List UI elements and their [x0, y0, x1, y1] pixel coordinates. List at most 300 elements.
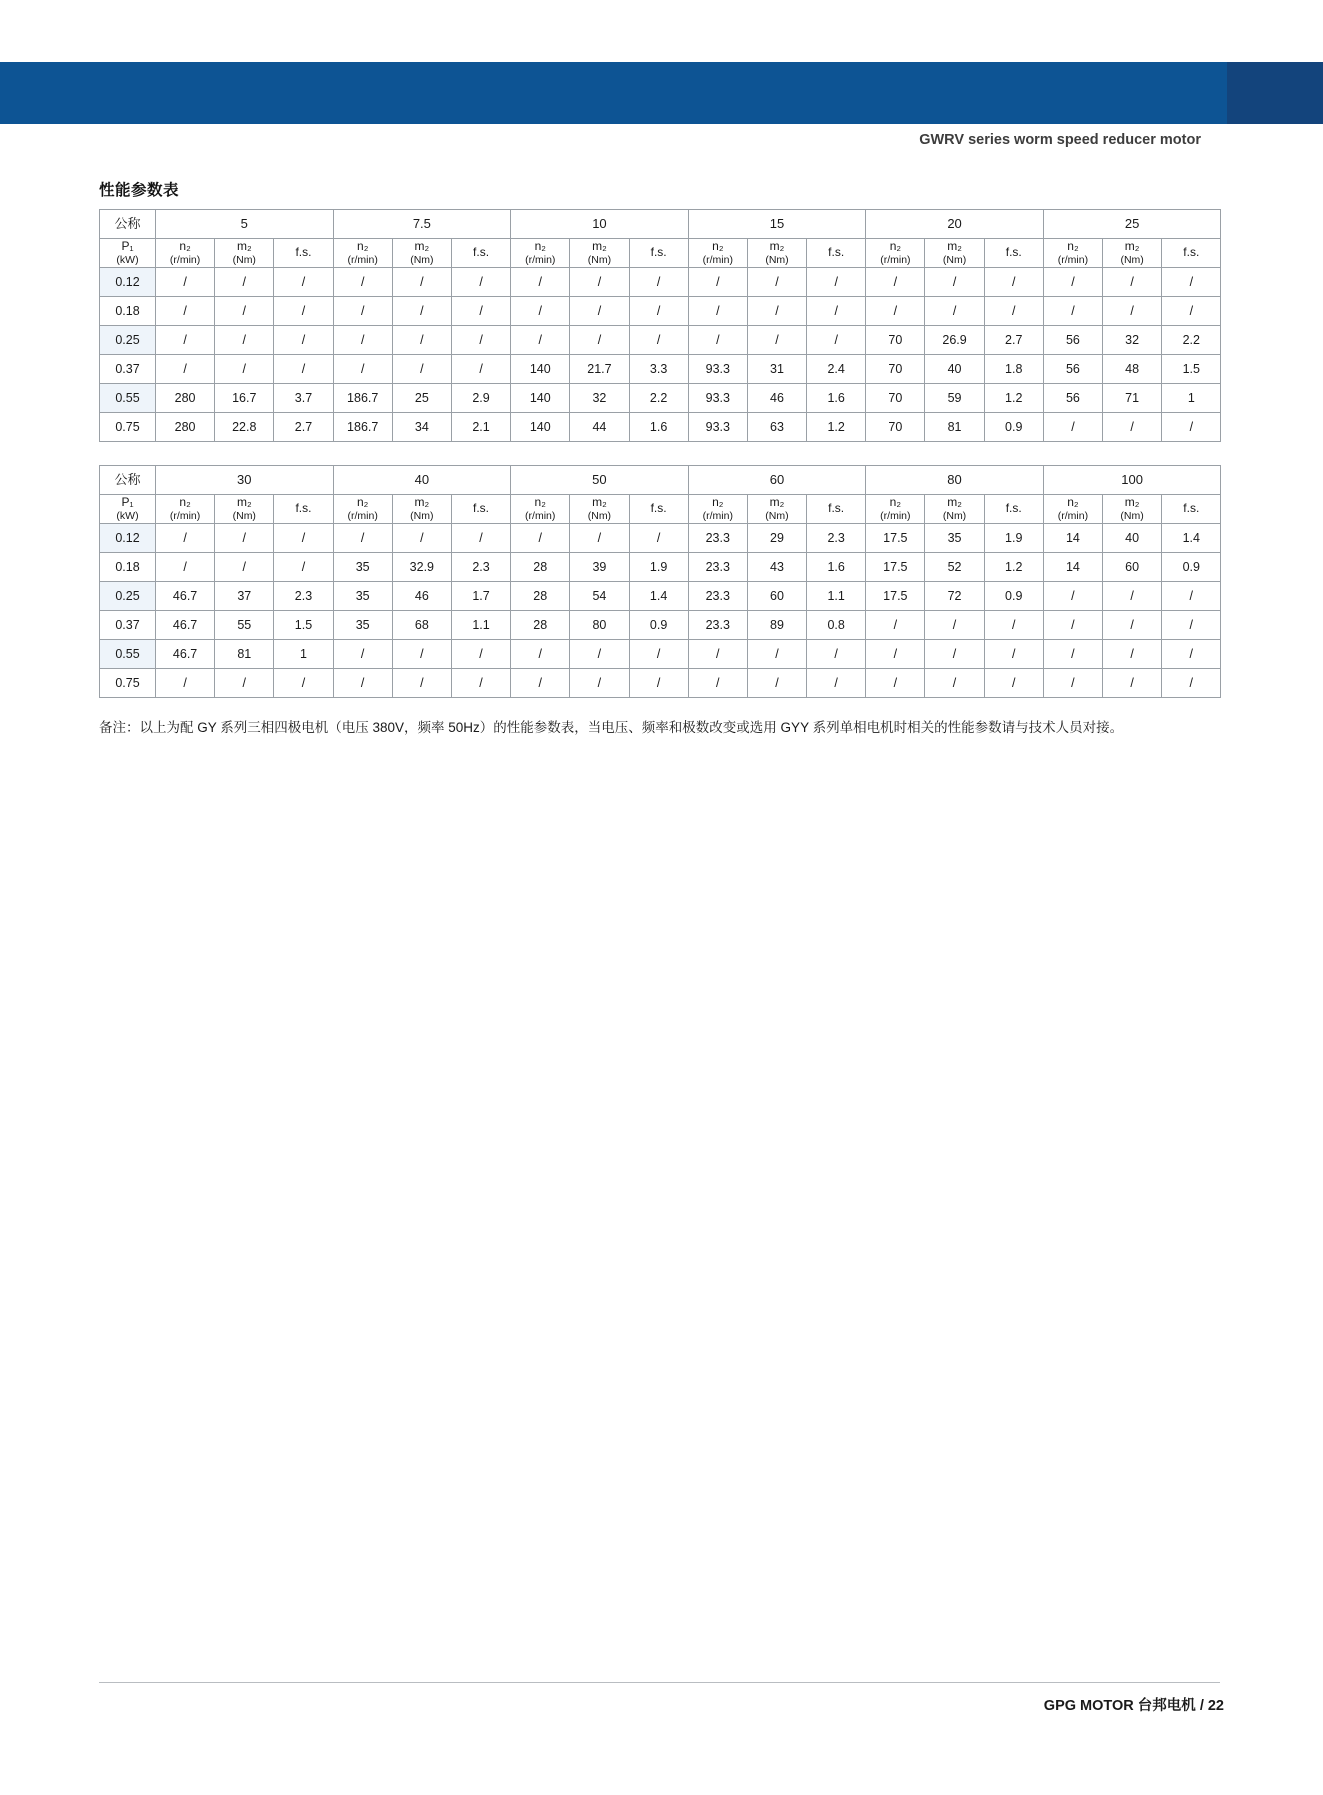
row-p1-value: 0.55	[100, 640, 156, 669]
data-cell: /	[747, 268, 806, 297]
data-cell: /	[629, 640, 688, 669]
data-cell: 28	[511, 611, 570, 640]
data-cell: /	[274, 669, 333, 698]
data-cell: /	[807, 297, 866, 326]
fs-header: f.s.	[274, 239, 333, 268]
data-cell: /	[866, 297, 925, 326]
fs-header: f.s.	[451, 495, 510, 524]
data-cell: /	[1043, 413, 1102, 442]
data-cell: /	[925, 297, 984, 326]
data-cell: /	[866, 268, 925, 297]
data-cell: /	[274, 355, 333, 384]
section-title: 性能参数表	[99, 182, 180, 199]
nominal-group-60: 60	[688, 466, 866, 495]
data-cell: 35	[333, 582, 392, 611]
data-cell: /	[451, 268, 510, 297]
row-p1-value: 0.25	[100, 582, 156, 611]
data-cell: 1	[1162, 384, 1221, 413]
data-cell: 280	[156, 384, 215, 413]
data-cell: /	[392, 524, 451, 553]
data-cell: 0.9	[984, 582, 1043, 611]
table-row	[100, 268, 1221, 297]
data-cell: /	[1043, 582, 1102, 611]
table-header-nominal-row	[100, 210, 1221, 239]
row-p1-value: 0.18	[100, 297, 156, 326]
n2-header: n₂ (r/min)	[333, 495, 392, 524]
fs-header: f.s.	[984, 239, 1043, 268]
data-cell: 1.9	[984, 524, 1043, 553]
table-header-nominal-row	[100, 466, 1221, 495]
data-cell: 56	[1043, 355, 1102, 384]
data-cell: /	[274, 524, 333, 553]
p1-header: P₁ (kW)	[100, 239, 156, 268]
n2-header: n₂ (r/min)	[1043, 495, 1102, 524]
data-cell: /	[1103, 669, 1162, 698]
data-cell: /	[1103, 268, 1162, 297]
data-cell: /	[866, 640, 925, 669]
data-cell: 44	[570, 413, 629, 442]
data-cell: /	[511, 669, 570, 698]
data-cell: 21.7	[570, 355, 629, 384]
fs-header: f.s.	[629, 239, 688, 268]
data-cell: 39	[570, 553, 629, 582]
nominal-group-5: 5	[156, 210, 334, 239]
nominal-group-80: 80	[866, 466, 1044, 495]
data-cell: /	[392, 669, 451, 698]
data-cell: /	[1043, 268, 1102, 297]
n2-header: n₂ (r/min)	[511, 239, 570, 268]
data-cell: /	[984, 640, 1043, 669]
row-p1-value: 0.75	[100, 669, 156, 698]
data-cell: 22.8	[215, 413, 274, 442]
m2-header: m₂ (Nm)	[570, 239, 629, 268]
data-cell: /	[215, 326, 274, 355]
n2-header: n₂ (r/min)	[688, 495, 747, 524]
data-cell: /	[629, 268, 688, 297]
data-cell: 55	[215, 611, 274, 640]
data-cell: /	[1162, 640, 1221, 669]
m2-header: m₂ (Nm)	[747, 495, 806, 524]
data-cell: 40	[925, 355, 984, 384]
data-cell: /	[629, 524, 688, 553]
data-cell: 60	[747, 582, 806, 611]
data-cell: 46	[747, 384, 806, 413]
data-cell: /	[511, 326, 570, 355]
data-cell: /	[747, 640, 806, 669]
m2-header: m₂ (Nm)	[747, 239, 806, 268]
fs-header: f.s.	[1162, 495, 1221, 524]
data-cell: 1.4	[1162, 524, 1221, 553]
data-cell: 1.2	[984, 384, 1043, 413]
data-cell: 43	[747, 553, 806, 582]
data-cell: 1.7	[451, 582, 510, 611]
data-cell: /	[688, 669, 747, 698]
data-cell: /	[629, 669, 688, 698]
data-cell: /	[215, 355, 274, 384]
fs-header: f.s.	[1162, 239, 1221, 268]
data-cell: /	[747, 297, 806, 326]
data-cell: 60	[1103, 553, 1162, 582]
nominal-group-50: 50	[511, 466, 689, 495]
table-note: 备注：以上为配 GY 系列三相四极电机（电压 380V，频率 50Hz）的性能参数表，当电压、频率和极数改变或选用 GYY 系列单相电机时相关的性能参数请与技术人员对接。	[99, 720, 1124, 735]
data-cell: 89	[747, 611, 806, 640]
data-cell: 34	[392, 413, 451, 442]
data-cell: 2.1	[451, 413, 510, 442]
data-cell: /	[984, 268, 1043, 297]
data-cell: /	[156, 524, 215, 553]
data-cell: 1.6	[807, 553, 866, 582]
footer-divider	[99, 1682, 1220, 1683]
data-cell: /	[807, 669, 866, 698]
data-cell: 1.2	[807, 413, 866, 442]
n2-header: n₂ (r/min)	[156, 495, 215, 524]
data-cell: 71	[1103, 384, 1162, 413]
table-row	[100, 384, 1221, 413]
data-cell: /	[274, 553, 333, 582]
nominal-group-30: 30	[156, 466, 334, 495]
data-cell: /	[392, 355, 451, 384]
data-cell: 35	[333, 553, 392, 582]
data-cell: /	[807, 268, 866, 297]
data-cell: 54	[570, 582, 629, 611]
data-cell: 81	[925, 413, 984, 442]
n2-header: n₂ (r/min)	[333, 239, 392, 268]
data-cell: /	[1103, 582, 1162, 611]
data-cell: 37	[215, 582, 274, 611]
data-cell: /	[451, 640, 510, 669]
m2-header: m₂ (Nm)	[570, 495, 629, 524]
data-cell: /	[156, 355, 215, 384]
data-cell: /	[451, 326, 510, 355]
data-cell: 1.1	[807, 582, 866, 611]
footer-text: GPG MOTOR 台邦电机 / 22	[1043, 1698, 1224, 1714]
data-cell: 1.2	[984, 553, 1043, 582]
data-cell: /	[570, 669, 629, 698]
row-p1-value: 0.12	[100, 524, 156, 553]
data-cell: 0.9	[1162, 553, 1221, 582]
performance-table-2	[99, 465, 1221, 698]
data-cell: /	[1103, 297, 1162, 326]
data-cell: /	[1103, 611, 1162, 640]
data-cell: 0.9	[629, 611, 688, 640]
data-cell: /	[925, 669, 984, 698]
data-cell: 68	[392, 611, 451, 640]
data-cell: /	[807, 326, 866, 355]
data-cell: /	[156, 268, 215, 297]
table-row	[100, 524, 1221, 553]
data-cell: /	[1103, 413, 1162, 442]
data-cell: /	[274, 268, 333, 297]
data-cell: /	[688, 268, 747, 297]
data-cell: 31	[747, 355, 806, 384]
table-row	[100, 611, 1221, 640]
data-cell: 70	[866, 384, 925, 413]
data-cell: /	[984, 611, 1043, 640]
fs-header: f.s.	[451, 239, 510, 268]
data-cell: 17.5	[866, 524, 925, 553]
data-cell: /	[511, 297, 570, 326]
n2-header: n₂ (r/min)	[511, 495, 570, 524]
data-cell: /	[570, 297, 629, 326]
performance-table-1-wrapper	[99, 209, 1220, 442]
data-cell: /	[629, 297, 688, 326]
data-cell: 93.3	[688, 384, 747, 413]
data-cell: /	[333, 355, 392, 384]
data-cell: 1.6	[807, 384, 866, 413]
row-p1-value: 0.37	[100, 611, 156, 640]
data-cell: 1.1	[451, 611, 510, 640]
data-cell: 1	[274, 640, 333, 669]
table-row	[100, 297, 1221, 326]
data-cell: /	[1043, 297, 1102, 326]
data-cell: 48	[1103, 355, 1162, 384]
data-cell: /	[156, 326, 215, 355]
row-p1-value: 0.25	[100, 326, 156, 355]
data-cell: /	[747, 326, 806, 355]
data-cell: /	[333, 297, 392, 326]
m2-header: m₂ (Nm)	[925, 495, 984, 524]
data-cell: 32.9	[392, 553, 451, 582]
m2-header: m₂ (Nm)	[1103, 239, 1162, 268]
data-cell: /	[1043, 640, 1102, 669]
nominal-label: 公称	[100, 210, 156, 239]
fs-header: f.s.	[274, 495, 333, 524]
data-cell: 32	[570, 384, 629, 413]
data-cell: /	[392, 297, 451, 326]
data-cell: 2.3	[807, 524, 866, 553]
data-cell: /	[156, 297, 215, 326]
table-row	[100, 413, 1221, 442]
data-cell: 28	[511, 553, 570, 582]
table-row	[100, 553, 1221, 582]
data-cell: 52	[925, 553, 984, 582]
data-cell: /	[866, 669, 925, 698]
data-cell: /	[925, 268, 984, 297]
data-cell: /	[570, 326, 629, 355]
data-cell: /	[511, 640, 570, 669]
data-cell: 1.5	[274, 611, 333, 640]
data-cell: 1.4	[629, 582, 688, 611]
data-cell: 46.7	[156, 582, 215, 611]
data-cell: 46.7	[156, 640, 215, 669]
data-cell: /	[392, 326, 451, 355]
n2-header: n₂ (r/min)	[1043, 239, 1102, 268]
nominal-group-100: 100	[1043, 466, 1221, 495]
data-cell: /	[984, 297, 1043, 326]
data-cell: /	[215, 297, 274, 326]
data-cell: /	[215, 669, 274, 698]
row-p1-value: 0.12	[100, 268, 156, 297]
data-cell: /	[333, 669, 392, 698]
data-cell: 14	[1043, 524, 1102, 553]
data-cell: 2.3	[274, 582, 333, 611]
data-cell: 56	[1043, 384, 1102, 413]
data-cell: 70	[866, 355, 925, 384]
table-header-units-row	[100, 495, 1221, 524]
data-cell: 2.9	[451, 384, 510, 413]
data-cell: 3.3	[629, 355, 688, 384]
data-cell: /	[1162, 669, 1221, 698]
m2-header: m₂ (Nm)	[925, 239, 984, 268]
data-cell: 40	[1103, 524, 1162, 553]
data-cell: 72	[925, 582, 984, 611]
row-p1-value: 0.18	[100, 553, 156, 582]
table-row	[100, 669, 1221, 698]
data-cell: /	[156, 553, 215, 582]
performance-table-2-wrapper	[99, 465, 1220, 698]
data-cell: 26.9	[925, 326, 984, 355]
data-cell: /	[629, 326, 688, 355]
data-cell: 35	[925, 524, 984, 553]
fs-header: f.s.	[807, 495, 866, 524]
data-cell: /	[274, 326, 333, 355]
data-cell: 1.5	[1162, 355, 1221, 384]
n2-header: n₂ (r/min)	[688, 239, 747, 268]
m2-header: m₂ (Nm)	[392, 239, 451, 268]
data-cell: 16.7	[215, 384, 274, 413]
data-cell: /	[1162, 582, 1221, 611]
data-cell: 3.7	[274, 384, 333, 413]
data-cell: 23.3	[688, 524, 747, 553]
data-cell: /	[451, 524, 510, 553]
nominal-group-40: 40	[333, 466, 511, 495]
data-cell: 63	[747, 413, 806, 442]
p1-header: P₁ (kW)	[100, 495, 156, 524]
data-cell: 46	[392, 582, 451, 611]
data-cell: 17.5	[866, 553, 925, 582]
data-cell: 2.3	[451, 553, 510, 582]
data-cell: /	[392, 268, 451, 297]
data-cell: 81	[215, 640, 274, 669]
data-cell: 1.8	[984, 355, 1043, 384]
data-cell: 59	[925, 384, 984, 413]
data-cell: 56	[1043, 326, 1102, 355]
page-title: GWRV 系列蜗轮减速电动机	[859, 20, 1201, 50]
data-cell: 70	[866, 413, 925, 442]
data-cell: /	[333, 640, 392, 669]
data-cell: /	[747, 669, 806, 698]
data-cell: 140	[511, 384, 570, 413]
page-header-band	[0, 62, 1323, 124]
data-cell: /	[511, 524, 570, 553]
data-cell: /	[333, 524, 392, 553]
data-cell: 93.3	[688, 355, 747, 384]
data-cell: 23.3	[688, 611, 747, 640]
data-cell: /	[866, 611, 925, 640]
data-cell: /	[570, 524, 629, 553]
data-cell: /	[570, 268, 629, 297]
m2-header: m₂ (Nm)	[1103, 495, 1162, 524]
data-cell: 23.3	[688, 553, 747, 582]
data-cell: /	[511, 268, 570, 297]
nominal-group-20: 20	[866, 210, 1044, 239]
data-cell: /	[925, 611, 984, 640]
nominal-group-10: 10	[511, 210, 689, 239]
data-cell: 186.7	[333, 413, 392, 442]
performance-table-1	[99, 209, 1221, 442]
data-cell: 186.7	[333, 384, 392, 413]
data-cell: /	[215, 553, 274, 582]
data-cell: 23.3	[688, 582, 747, 611]
data-cell: /	[688, 297, 747, 326]
m2-header: m₂ (Nm)	[392, 495, 451, 524]
data-cell: 28	[511, 582, 570, 611]
data-cell: /	[1162, 297, 1221, 326]
data-cell: /	[451, 297, 510, 326]
data-cell: /	[688, 326, 747, 355]
table-header-units-row	[100, 239, 1221, 268]
data-cell: /	[451, 355, 510, 384]
data-cell: /	[333, 326, 392, 355]
data-cell: 280	[156, 413, 215, 442]
table-row	[100, 355, 1221, 384]
table-row	[100, 640, 1221, 669]
data-cell: /	[1162, 611, 1221, 640]
data-cell: /	[1103, 640, 1162, 669]
data-cell: /	[1043, 611, 1102, 640]
nominal-label: 公称	[100, 466, 156, 495]
data-cell: 2.2	[629, 384, 688, 413]
data-cell: 140	[511, 355, 570, 384]
data-cell: 32	[1103, 326, 1162, 355]
data-cell: 1.9	[629, 553, 688, 582]
data-cell: /	[392, 640, 451, 669]
data-cell: 2.7	[984, 326, 1043, 355]
data-cell: /	[156, 669, 215, 698]
m2-header: m₂ (Nm)	[215, 239, 274, 268]
data-cell: 0.8	[807, 611, 866, 640]
data-cell: 70	[866, 326, 925, 355]
nominal-group-7.5: 7.5	[333, 210, 511, 239]
data-cell: /	[688, 640, 747, 669]
data-cell: 17.5	[866, 582, 925, 611]
table-row	[100, 582, 1221, 611]
header-accent-block	[1227, 62, 1323, 124]
data-cell: 80	[570, 611, 629, 640]
data-cell: /	[1162, 413, 1221, 442]
data-cell: /	[1043, 669, 1102, 698]
data-cell: /	[984, 669, 1043, 698]
data-cell: /	[215, 524, 274, 553]
data-cell: 93.3	[688, 413, 747, 442]
data-cell: /	[807, 640, 866, 669]
data-cell: 2.7	[274, 413, 333, 442]
table-row	[100, 326, 1221, 355]
fs-header: f.s.	[807, 239, 866, 268]
page-subtitle: GWRV series worm speed reducer motor	[919, 132, 1201, 148]
m2-header: m₂ (Nm)	[215, 495, 274, 524]
data-cell: /	[274, 297, 333, 326]
n2-header: n₂ (r/min)	[156, 239, 215, 268]
fs-header: f.s.	[984, 495, 1043, 524]
nominal-group-15: 15	[688, 210, 866, 239]
row-p1-value: 0.55	[100, 384, 156, 413]
n2-header: n₂ (r/min)	[866, 239, 925, 268]
data-cell: 46.7	[156, 611, 215, 640]
data-cell: 29	[747, 524, 806, 553]
data-cell: 0.9	[984, 413, 1043, 442]
data-cell: /	[333, 268, 392, 297]
data-cell: /	[1162, 268, 1221, 297]
n2-header: n₂ (r/min)	[866, 495, 925, 524]
data-cell: /	[925, 640, 984, 669]
data-cell: 35	[333, 611, 392, 640]
row-p1-value: 0.37	[100, 355, 156, 384]
data-cell: 2.2	[1162, 326, 1221, 355]
data-cell: 14	[1043, 553, 1102, 582]
row-p1-value: 0.75	[100, 413, 156, 442]
data-cell: 25	[392, 384, 451, 413]
